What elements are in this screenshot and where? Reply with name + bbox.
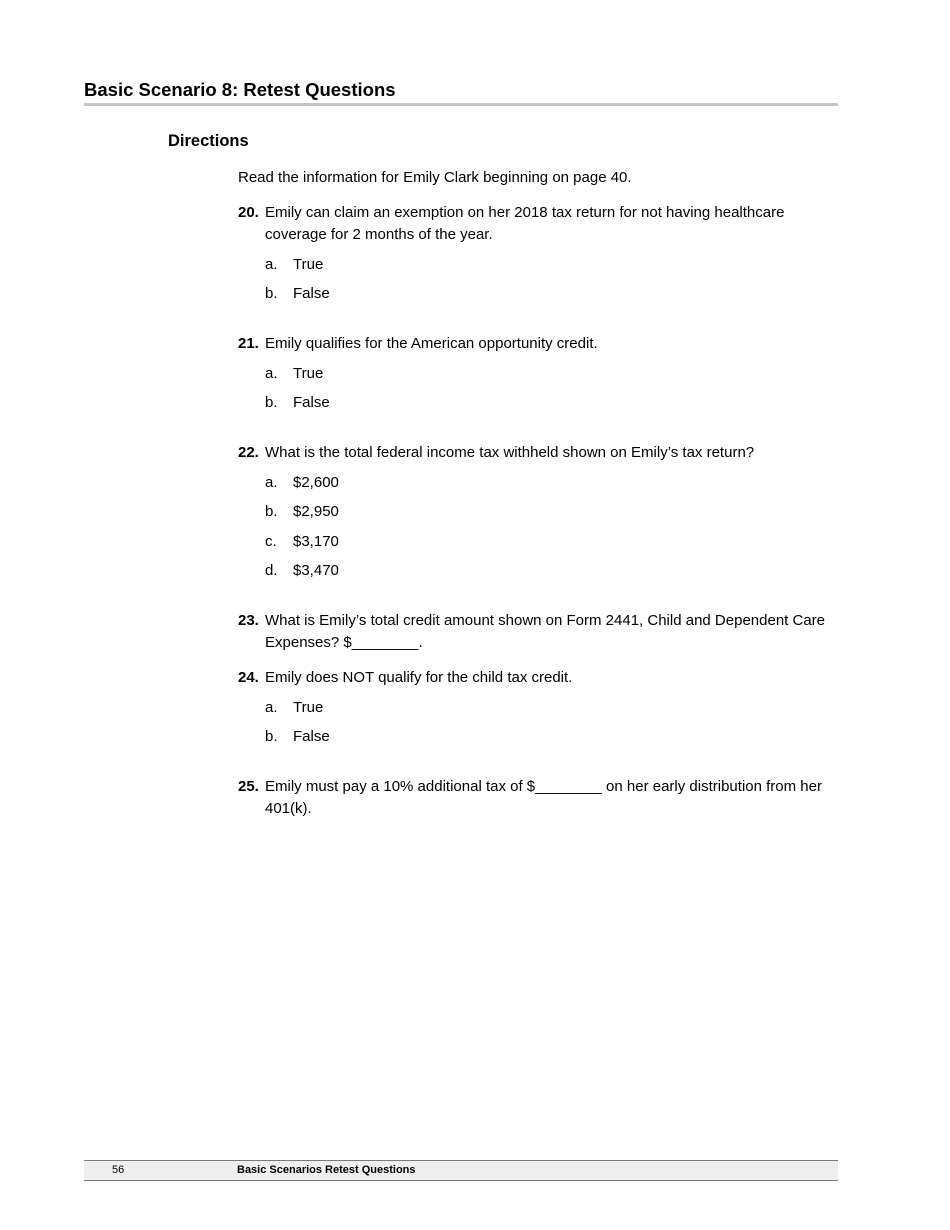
answer-option[interactable]	[265, 501, 828, 523]
answer-option[interactable]	[265, 697, 828, 719]
answer-options	[265, 697, 828, 749]
answer-option[interactable]	[265, 254, 828, 276]
option-label: a.	[265, 255, 278, 273]
question-number: 25.	[238, 778, 259, 795]
option-text: False	[293, 394, 330, 411]
question-23	[238, 610, 828, 654]
question-text: What is the total federal income tax withheld shown on Emily’s tax return?	[265, 444, 755, 461]
question-number: 22.	[238, 444, 259, 461]
answer-option[interactable]	[265, 560, 828, 582]
question-text: Emily qualifies for the American opportunity credit.	[265, 335, 598, 352]
question-24	[238, 667, 828, 748]
option-text: False	[293, 285, 330, 302]
option-label: b.	[265, 728, 278, 745]
option-text: $3,170	[293, 532, 339, 550]
option-label: b.	[265, 285, 278, 302]
option-text: True	[293, 255, 324, 273]
question-20	[238, 202, 828, 305]
question-number: 21.	[238, 335, 259, 352]
option-label: a.	[265, 698, 278, 716]
question-22	[238, 442, 828, 582]
answer-options	[265, 363, 828, 415]
section-title: Basic Scenario 8: Retest Questions	[84, 79, 396, 100]
option-label: b.	[265, 503, 278, 520]
question-number: 23.	[238, 612, 259, 629]
answer-option[interactable]	[265, 392, 828, 414]
question-text: Emily does NOT qualify for the child tax credit.	[265, 669, 573, 686]
option-label: c.	[265, 532, 277, 550]
option-text: False	[293, 728, 330, 745]
answer-option[interactable]	[265, 726, 828, 748]
option-text: $2,600	[293, 473, 339, 491]
option-text: $3,470	[293, 562, 339, 579]
intro-text: Read the information for Emily Clark beginning on page 40.	[238, 169, 632, 186]
option-label: a.	[265, 473, 278, 491]
page-number: 56	[112, 1164, 125, 1176]
question-text: What is Emily’s total credit amount shown on Form 2441, Child and Dependent Care Expenses? $________.	[265, 612, 826, 651]
directions-heading: Directions	[168, 132, 249, 150]
option-label: b.	[265, 394, 278, 411]
page-footer	[84, 1160, 838, 1181]
question-number: 24.	[238, 669, 259, 686]
question-25	[238, 776, 828, 820]
answer-option[interactable]	[265, 363, 828, 385]
option-text: $2,950	[293, 503, 339, 520]
option-text: True	[293, 698, 324, 716]
content	[238, 167, 828, 820]
question-number: 20.	[238, 204, 259, 221]
answer-options	[265, 472, 828, 583]
option-label: a.	[265, 364, 278, 382]
answer-option[interactable]	[265, 283, 828, 305]
answer-options	[265, 254, 828, 306]
title-divider	[84, 103, 838, 106]
option-label: d.	[265, 562, 278, 579]
answer-option[interactable]	[265, 531, 828, 553]
question-text: Emily can claim an exemption on her 2018 tax return for not having healthcare coverage for 2 months of the year.	[265, 204, 785, 243]
question-21	[238, 333, 828, 414]
answer-option[interactable]	[265, 472, 828, 494]
option-text: True	[293, 364, 324, 382]
question-text: Emily must pay a 10% additional tax of $________ on her early distribution from her 401(k).	[265, 778, 822, 817]
footer-title: Basic Scenarios Retest Questions	[237, 1164, 416, 1176]
